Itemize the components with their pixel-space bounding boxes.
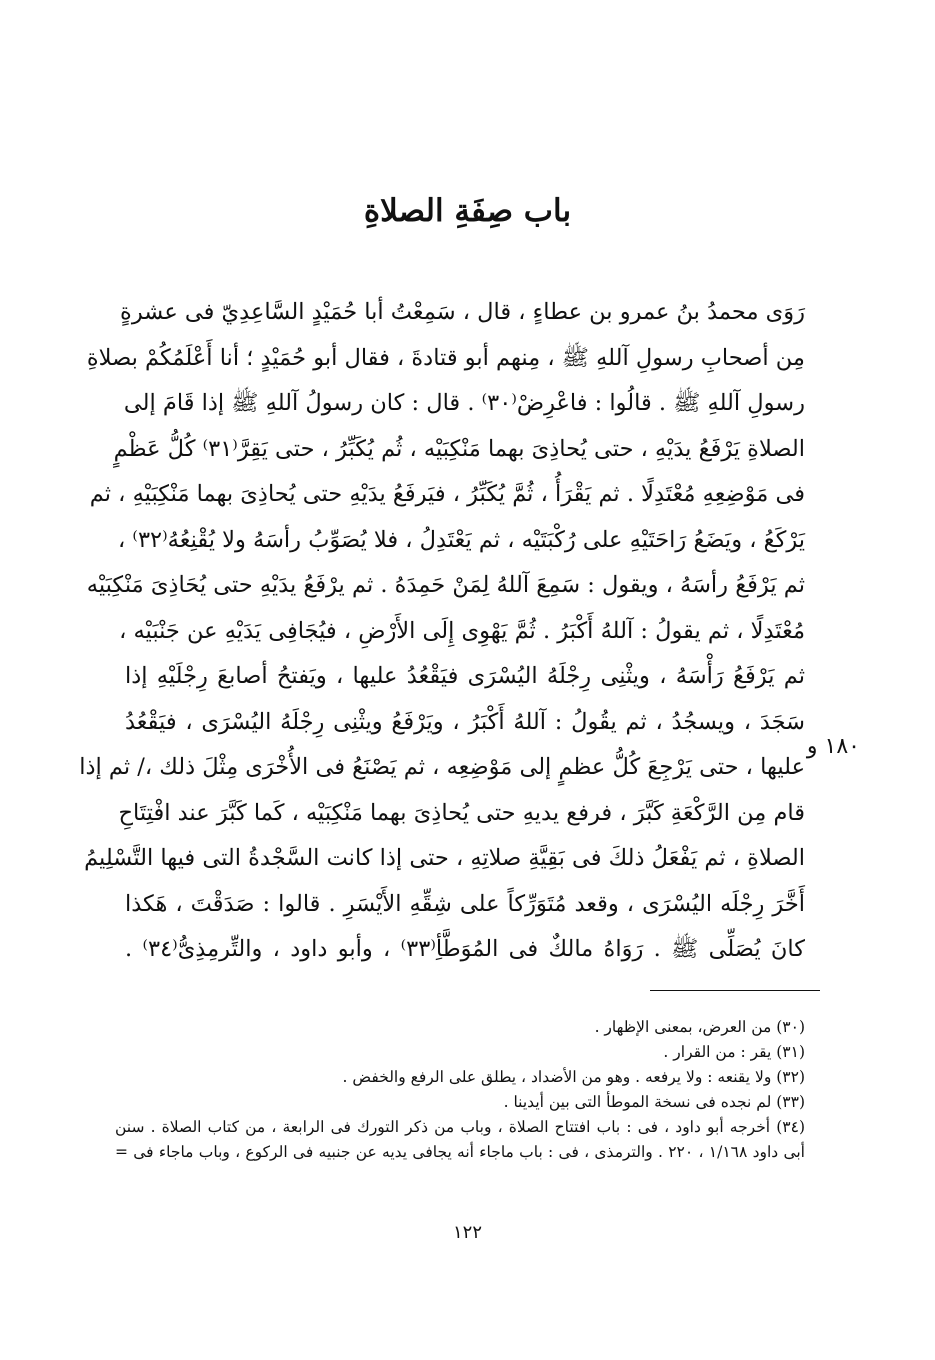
text-line: الصلاةِ يَرْفَعُ يدَيْهِ ، حتى يُحاذِىَ بهما مَنْكِبَيْه ، ثُم يُكَبِّرُ ، حتى يَقِرَّ⁽٣١⁾ كُلُّ عَظْمٍ <box>113 435 805 462</box>
page-number: ١٢٢ <box>452 1222 482 1243</box>
text-line: رَوَى محمدُ بنُ عمرو بن عطاءٍ ، قال ، سَمِعْتُ أبا حُمَيْدٍ السَّاعِدِيّ فى عشرةٍ <box>120 299 805 325</box>
text-line: رسولِ آللهِ ﷺ . قالُوا : فاعْرِضْ⁽٣٠⁾ . قال : كان رسولُ آللهِ ﷺ إذا قَامَ إلى <box>123 390 805 416</box>
footnote: (٣٢) ولا يقنعه : ولا يرفعه . وهو من الأضداد ، يطلق على الرفع والخفض . <box>342 1068 805 1086</box>
text-line: قام مِن الرَّكْعَةِ كَبَّرَ ، فرفع يديهِ حتى يُحاذِىَ بهما مَنْكِبَيْه ، كَما كَبَّرَ عند افْتِتَاحِ <box>118 799 805 826</box>
footnote: (٣٤) أخرجه أبو داود ، فى : باب افتتاح الصلاة ، وباب من ذكر التورك فى الرابعة ، من كتاب الصلاة . سنن <box>115 1118 805 1136</box>
text-line: الصلاةِ ، ثم يَفْعَلُ ذلكَ فى بَقِيَّةِ صلاتِهِ ، حتى إذا كانت السَّجْدةُ التى فيها التَّسْلِيمُ <box>84 845 805 871</box>
footnote: (٣١) يقر : من القرار . <box>663 1043 805 1061</box>
footnotes <box>115 1015 805 1165</box>
footnote-separator <box>650 990 820 991</box>
footnote: (٣٣) لم نجده فى نسخة الموطأ التى بين أيدينا . <box>503 1093 805 1111</box>
text-line: ثم يَرْفَعُ رَأْسَهُ ، ويثْنِى رِجْلَهُ اليُسْرَى فيَقْعُدُ عليها ، ويَفتحُ أصابعَ رِجْلَيْهِ إذا <box>125 663 805 689</box>
text-line: مُعْتَدِلًا ، ثم يقولُ : آللهُ أَكْبَرُ . ثُمَّ يَهْوِى إِلَى الأَرْضِ ، فيُجَافِى يَدَيْهِ عن جَنْبَيْه ، <box>119 617 805 644</box>
text-line: فى مَوْضِعِهِ مُعْتَدِلًا . ثم يَقْرَأُ ، ثُمَّ يُكَبِّرُ ، فيَرفَعُ يدَيْهِ حتى يُحاذِىَ بهما مَنْكِبَيْهِ ، ثم <box>89 481 805 507</box>
footnote-continuation: أبى داود ١/١٦٨ ، ٢٢٠ . والترمذى ، فى : باب ماجاء أنه يجافى يديه عن جنبيه فى الركوع ، وباب ماجاء فى = <box>115 1143 805 1161</box>
text-line: أَخَّرَ رِجْلَه اليُسْرَى ، وقعد مُتَوَرِّكاً على شِقِّهِ الأَيْسَرِ . قالوا : صَدَقْتَ ، هَكذا <box>125 890 805 917</box>
manuscript-folio-note: ١٨٠ و <box>806 734 860 759</box>
main-text <box>79 290 805 973</box>
text-line: ثم يَرْفَعُ رأسَهُ ، ويقول : سَمِعَ آللهُ لِمَنْ حَمِدَهُ . ثم يرْفَعُ يدَيْهِ حتى يُحَاذِىَ مَنْكِبَيْه <box>86 572 805 598</box>
text-line: مِن أصحابِ رسولِ آللهِ ﷺ ، مِنهم أبو قتادةَ ، فقال أبو حُمَيْدٍ ؛ أنا أَعْلَمُكُمْ بصلاةِ <box>86 344 805 371</box>
text-line: يَرْكَعُ ، ويَضَعُ رَاحَتَيْهِ على رُكْبَتَيْه ، ثم يَعْتَدِلُ ، فلا يُصَوِّبُ رأسَهُ ولا يُقْنِعُهُ⁽٣٢⁾ ، <box>118 526 805 553</box>
text-line: عليها ، حتى يَرْجِعَ كُلُّ عظمٍ إلى مَوْضِعِه ، ثم يَصْنَعُ فى الأُخْرَى مِثْلَ ذلك ،/ ثم إذا <box>79 754 805 780</box>
text-line: كانَ يُصَلِّى ﷺ . رَوَاهُ مالكٌ فى المُوَطَّأِ⁽٣٣⁾ ، وأبو داود ، والتِّرمِذِىُّ⁽٣٤⁾ . <box>125 936 805 962</box>
footnote: (٣٠) من العرض، بمعنى الإظهار . <box>594 1018 805 1036</box>
text-line: سَجَدَ ، ويسجُدُ ، ثم يقُولُ : آللهُ أَكْبَرُ ، ويَرْفَعُ ويثْنِى رِجْلَهُ اليُسْرَى ، فيَقْعُدُ <box>125 708 805 735</box>
chapter-title: باب صِفَةِ الصلاةِ <box>363 193 572 229</box>
